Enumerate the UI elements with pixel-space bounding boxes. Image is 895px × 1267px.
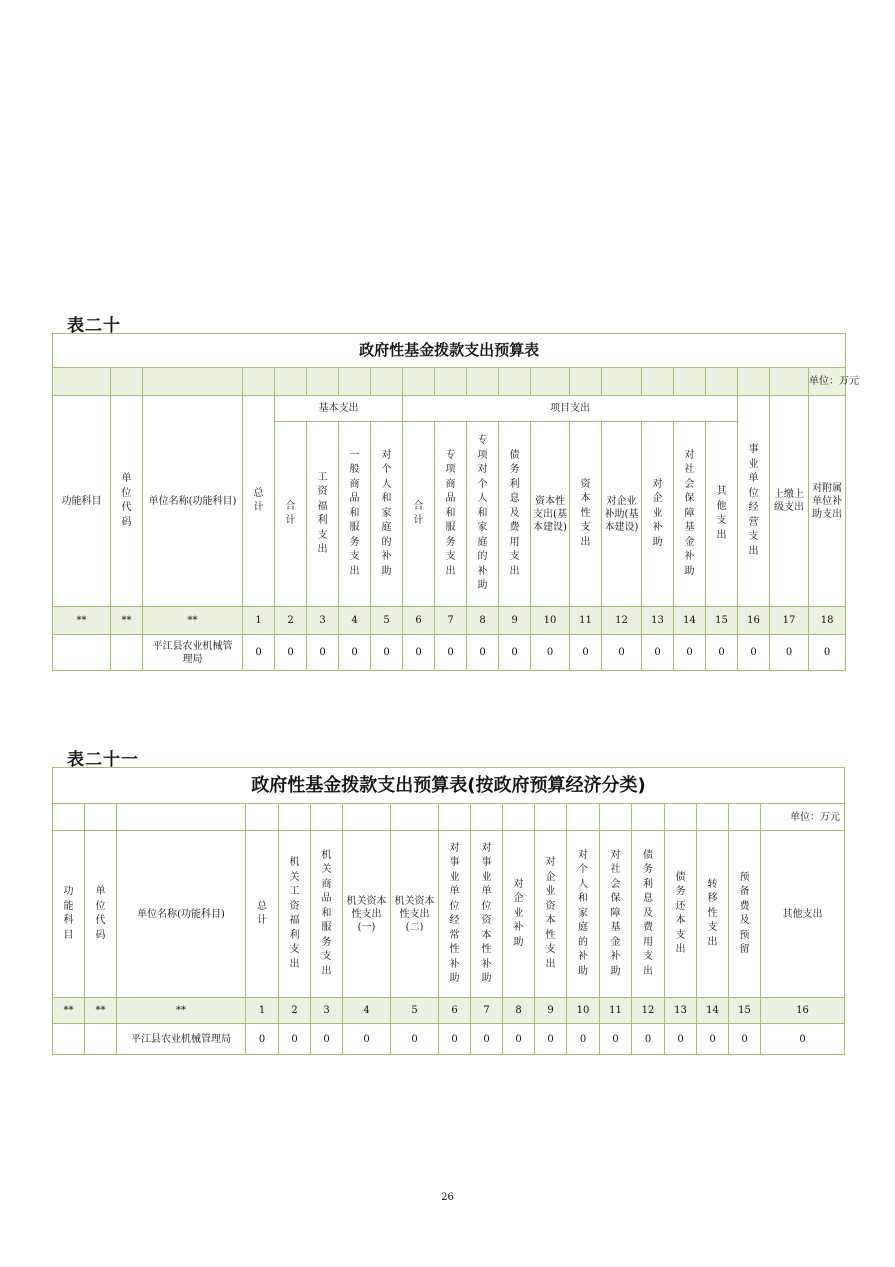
code-cell: 9 [535,998,567,1024]
code-cell: 11 [570,607,602,635]
header-cell-text: 其他支出 [716,486,727,541]
blank-cell [111,368,143,396]
code-cell: 11 [600,998,632,1024]
value-cell: 0 [567,1024,600,1055]
code-cell: 7 [435,607,467,635]
value-cell: 0 [403,635,435,671]
blank-cell [311,804,343,831]
header-cell [770,396,809,607]
header-cell [535,831,567,998]
blank-cell [343,804,391,831]
code-cell: 8 [503,998,535,1024]
code-cell: 1 [243,607,275,635]
header-cell [439,831,471,998]
value-cell: 0 [770,635,809,671]
unit-name-cell: 平江县农业机械管理局 [117,1024,246,1055]
header-cell-text: 总计 [257,900,267,926]
value-cell: 0 [535,1024,567,1055]
header-cell-text: 转移性支出 [707,878,718,948]
header-cell [503,831,535,998]
page-number: 26 [441,1192,454,1203]
table-20-header-row-1 [53,396,846,422]
code-cell: 6 [403,607,435,635]
unit-name-cell: 平江县农业机械管理局 [143,635,243,671]
blank-cell [467,368,499,396]
header-cell [391,831,439,998]
value-cell: 0 [246,1024,279,1055]
header-cell [471,831,503,998]
code-cell: ** [143,607,243,635]
header-cell [674,422,706,607]
header-cell [246,831,279,998]
header-cell [243,396,275,607]
blank-cell [403,368,435,396]
header-cell-text: 对事业单位经常性补助 [449,842,460,984]
header-cell-text: 工资福利支出 [317,471,328,555]
value-cell: 0 [729,1024,761,1055]
value-cell: 0 [339,635,371,671]
header-cell-text: 单位名称(功能科目) [148,495,237,507]
code-cell: ** [53,607,111,635]
header-cell-text: 专项对个人和家庭的补助 [477,435,488,592]
blank-cell [117,804,246,831]
unit-label: 单位：万元 [761,804,845,831]
code-cell: ** [85,998,117,1024]
header-cell-text: 预备费及预留 [739,871,750,955]
value-cell: 0 [275,635,307,671]
table-row [53,1024,845,1055]
value-cell: 0 [642,635,674,671]
code-cell: ** [111,607,143,635]
blank-cell [279,804,311,831]
code-cell: 5 [371,607,403,635]
header-cell [279,831,311,998]
value-cell: 0 [471,1024,503,1055]
value-cell: 0 [570,635,602,671]
table-20-title: 政府性基金拨款支出预算表 [53,334,846,368]
value-cell: 0 [311,1024,343,1055]
blank-cell [665,804,697,831]
code-cell: 8 [467,607,499,635]
header-cell [600,831,632,998]
code-cell: 18 [809,607,846,635]
header-cell [567,831,600,998]
header-cell-text: 对企业补助(基本建设) [604,495,639,533]
blank-cell [471,804,503,831]
header-cell-text: 对个人和家庭的补助 [381,449,392,577]
header-cell [343,831,391,998]
blank-cell [246,804,279,831]
header-cell [809,396,846,607]
header-cell [143,396,243,607]
value-cell: 0 [307,635,339,671]
blank-cell [674,368,706,396]
code-cell: 4 [339,607,371,635]
blank-cell [729,804,761,831]
header-cell [371,422,403,607]
header-cell-text: 机关资本性支出(二) [394,895,435,933]
value-cell: 0 [391,1024,439,1055]
header-cell [706,422,738,607]
value-cell: 0 [371,635,403,671]
header-cell [642,422,674,607]
code-cell: ** [53,998,85,1024]
value-cell: 0 [809,635,846,671]
blank-cell [53,368,111,396]
value-cell: 0 [343,1024,391,1055]
header-cell-text: 专项商品和服务支出 [445,449,456,577]
header-cell [53,831,85,998]
blank-cell [642,368,674,396]
code-cell: 5 [391,998,439,1024]
header-cell [467,422,499,607]
value-cell: 0 [600,1024,632,1055]
blank-cell [706,368,738,396]
header-cell-text: 功能科目 [63,886,74,941]
table-20-unit-row [53,368,846,396]
header-cell-text: 单位名称(功能科目) [137,908,225,920]
blank-cell [53,804,85,831]
header-cell-text: 机关工资福利支出 [289,857,300,970]
header-cell-text: 机关资本性支出(一) [346,895,387,933]
header-cell-text: 一般商品和服务支出 [349,449,360,577]
value-cell: 0 [503,1024,535,1055]
header-cell-text: 其他支出 [782,908,823,920]
header-cell-text: 功能科目 [61,495,102,507]
header-cell-text: 总计 [253,487,264,513]
blank-cell [371,368,403,396]
header-cell-text: 对社会保障基金补助 [684,449,695,577]
value-cell: 0 [243,635,275,671]
header-cell-text: 对个人和家庭的补助 [578,849,588,977]
value-cell: 0 [602,635,642,671]
value-cell: 0 [674,635,706,671]
header-cell [570,422,602,607]
value-cell [85,1024,117,1055]
header-cell-text: 上缴上级支出 [774,489,804,513]
code-cell: 2 [275,607,307,635]
value-cell [111,635,143,671]
blank-cell [439,804,471,831]
code-cell: 9 [499,607,531,635]
code-cell: 15 [729,998,761,1024]
table-20 [52,333,859,671]
header-cell-text: 合计 [413,500,424,526]
table-row [53,635,846,671]
value-cell: 0 [665,1024,697,1055]
value-cell: 0 [706,635,738,671]
header-cell [311,831,343,998]
group-basic-expenditure: 基本支出 [275,396,403,422]
table-20-code-row [53,607,846,635]
value-cell: 0 [697,1024,729,1055]
value-cell: 0 [279,1024,311,1055]
table-21-unit-row [53,804,845,831]
table-21-label: 表二十一 [67,750,139,770]
header-cell [435,422,467,607]
header-cell [602,422,642,607]
header-cell-text: 单位代码 [95,886,106,941]
blank-cell [600,804,632,831]
header-cell [53,396,111,607]
code-cell: 16 [738,607,770,635]
header-cell [111,396,143,607]
code-cell: 15 [706,607,738,635]
blank-cell [275,368,307,396]
header-cell-text: 对企业补助 [513,878,524,948]
code-cell: 10 [567,998,600,1024]
code-cell: 13 [642,607,674,635]
blank-cell [435,368,467,396]
header-cell-text: 对企业资本性支出 [545,857,556,970]
code-cell: 6 [439,998,471,1024]
header-cell [275,422,307,607]
header-cell [85,831,117,998]
header-cell [499,422,531,607]
blank-cell [503,804,535,831]
value-cell: 0 [738,635,770,671]
value-cell [53,635,111,671]
code-cell: 14 [674,607,706,635]
header-cell [117,831,246,998]
unit-label: 单位：万元 [809,368,846,396]
code-cell: 2 [279,998,311,1024]
value-cell: 0 [632,1024,665,1055]
value-cell: 0 [531,635,570,671]
group-project-expenditure: 项目支出 [403,396,738,422]
code-cell: 13 [665,998,697,1024]
header-cell [403,422,435,607]
blank-cell [243,368,275,396]
value-cell: 0 [499,635,531,671]
table-21-header-row [53,831,845,998]
code-cell: 3 [307,607,339,635]
blank-cell [339,368,371,396]
code-cell: 10 [531,607,570,635]
blank-cell [567,804,600,831]
header-cell-text: 机关商品和服务支出 [321,849,332,977]
header-cell-text: 单位代码 [121,473,132,528]
blank-cell [770,368,809,396]
header-cell-text: 债务利息及费用支出 [643,849,653,977]
header-cell [632,831,665,998]
header-cell [729,831,761,998]
table-21-code-row [53,998,845,1024]
header-cell [697,831,729,998]
code-cell: 16 [761,998,845,1024]
code-cell: 12 [602,607,642,635]
value-cell [53,1024,85,1055]
header-cell [665,831,697,998]
blank-cell [143,368,243,396]
value-cell: 0 [435,635,467,671]
header-cell [531,422,570,607]
code-cell: 14 [697,998,729,1024]
value-cell: 0 [439,1024,471,1055]
code-cell: 3 [311,998,343,1024]
blank-cell [307,368,339,396]
code-cell: 12 [632,998,665,1024]
blank-cell [738,368,770,396]
blank-cell [531,368,570,396]
blank-cell [85,804,117,831]
header-cell-text: 对社会保障基金补助 [610,849,621,977]
code-cell: 7 [471,998,503,1024]
header-cell-text: 对事业单位资本性补助 [481,842,492,984]
blank-cell [499,368,531,396]
value-cell: 0 [467,635,499,671]
header-cell-text: 债务还本支出 [675,871,686,955]
header-cell [761,831,845,998]
code-cell: 17 [770,607,809,635]
header-cell-text: 对企业补助 [652,478,663,548]
table-20-label: 表二十 [67,316,121,336]
header-cell [339,422,371,607]
header-cell-text: 债务利息及费用支出 [509,449,520,577]
header-cell-text: 对附属单位补助支出 [812,482,843,520]
blank-cell [535,804,567,831]
value-cell: 0 [761,1024,845,1055]
header-cell-text: 合计 [285,500,296,526]
header-cell-text: 事业单位经营支出 [748,444,759,557]
blank-cell [570,368,602,396]
blank-cell [632,804,665,831]
header-cell [738,396,770,607]
header-cell [307,422,339,607]
code-cell: 4 [343,998,391,1024]
blank-cell [391,804,439,831]
header-cell-text: 资本性支出 [580,478,591,548]
header-cell-text: 资本性支出(基本建设) [533,495,567,533]
code-cell: 1 [246,998,279,1024]
table-21 [52,767,845,1055]
blank-cell [697,804,729,831]
code-cell: ** [117,998,246,1024]
table-21-title: 政府性基金拨款支出预算表(按政府预算经济分类) [53,768,845,804]
blank-cell [602,368,642,396]
